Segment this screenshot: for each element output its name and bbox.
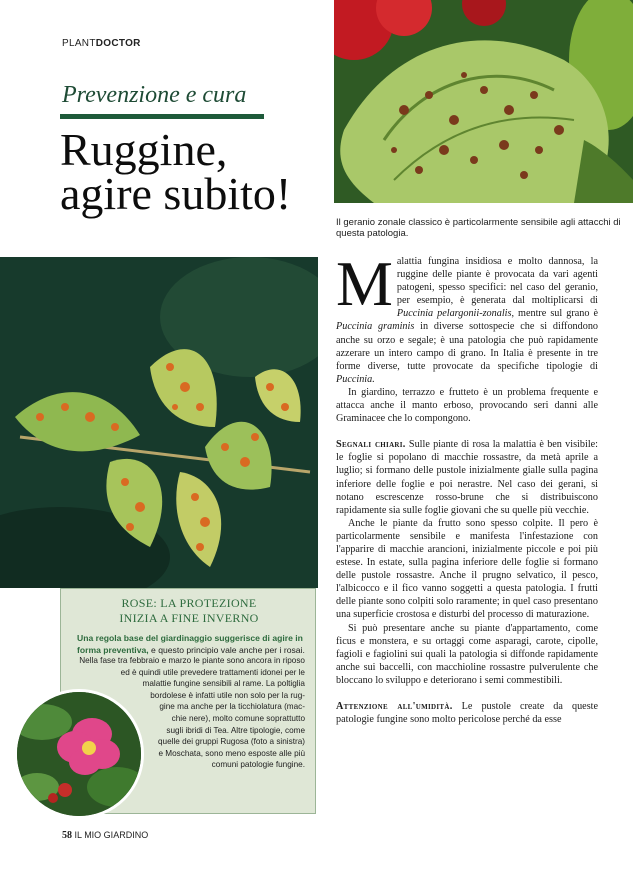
species-name: Puccinia.	[336, 373, 375, 385]
rose-illustration	[17, 692, 141, 816]
rubric-bold: DOCTOR	[95, 38, 141, 49]
article-paragraph	[336, 438, 598, 517]
kicker: Prevenzione e cura	[62, 82, 247, 108]
rubric-light: PLANT	[62, 38, 96, 49]
sidebar-lead	[77, 633, 309, 656]
sidebar-line: chie nere), molto comune soprattutto	[171, 713, 305, 723]
species-name: Puccinia pelargonii-zonalis	[396, 308, 512, 320]
kicker-rule	[60, 114, 264, 119]
rugosa-rose-photo	[14, 689, 144, 819]
article-paragraph: In giardino, terrazzo e frutteto è un problema frequente e attacca anche il manto erboso, provocando seri danni alle Graminacee che lo compongono.	[336, 386, 598, 425]
section-rubric	[62, 38, 141, 49]
rust-leaf-illustration	[0, 257, 318, 588]
article-text: Le pustole create da queste patologie fungine sono molto pericolose perché da esse	[336, 701, 599, 726]
article-text: , mentre sul grano è	[511, 308, 598, 320]
sidebar-line: malattie fungine sensibili al rame. La poltiglia	[142, 679, 305, 689]
dropcap: M	[336, 248, 393, 319]
geranium-photo	[334, 0, 633, 203]
sidebar-line: Nella fase tra febbraio e marzo le piante sono ancora in riposo	[79, 656, 305, 665]
page-number: 58	[62, 830, 72, 841]
headline-line-1: Ruggine,	[60, 124, 228, 175]
geranium-caption: Il geranio zonale classico è particolarmente sensibile agli attacchi di questa patologia.	[336, 217, 621, 239]
sidebar-line: ed è quindi utile prevedere trattamenti idonei per le	[120, 667, 305, 677]
headline	[60, 124, 292, 219]
page-folio	[62, 830, 148, 841]
geranium-illustration	[334, 0, 633, 203]
article-paragraph	[336, 248, 599, 386]
sidebar-line: bordolese è infatti utile non solo per la rug-	[150, 690, 305, 700]
sidebar-line: quelle dei gruppi Rugosa (foto a sinistra)	[157, 737, 305, 747]
article-paragraph: Anche le piante da frutto sono spesso colpite. Il pero è particolarmente sensibile e manifesta l'infestazione con l'apparire di macchie arancioni, inizialmente piccole e poi più estese. In estate, sulla pagina inferiore delle foglie si formano delle pustole rossastre. Anche il prugno selvatico, il pesco, l'albicocco e il fico vanno soggetti a questa patologia. I frutti delle piante sono colpiti solo raramente; in quel caso presentano una superficie crostosa e disturbi del processo di maturazione.	[336, 517, 598, 621]
sidebar-lead-bold: Una regola base del giardinaggio suggerisce di agire in forma preventiva,	[77, 633, 303, 655]
magazine-name: IL MIO GIARDINO	[74, 830, 149, 840]
sidebar-lead-rest: e questo principio vale anche per i rosai.	[148, 644, 305, 655]
sidebar-title-line-1: ROSE: LA PROTEZIONE	[121, 596, 257, 610]
section-head-humidity: Attenzione all'umidità.	[336, 701, 453, 712]
sidebar-line: gine ma anche per la ticchiolatura (mac-	[159, 702, 305, 712]
sidebar-line: comuni patologie fungine.	[211, 760, 305, 770]
article-text: alattia fungina insidiosa e molto dannosa, la ruggine delle piante è provocata da vari agenti patogeni, spesso specifici: nel caso del geranio, per esempio, è generata dal moltiplicarsi di	[396, 256, 598, 307]
sidebar-title-line-2: INIZIA A FINE INVERNO	[119, 611, 259, 625]
article-text: Sulle piante di rosa la malattia è ben visibile: le foglie si popolano di macchie rossastre, da metà aprile a luglio; si formano delle pustole inizialmente gialle sulla pagina inferiore delle foglie e poi nerastre. Nel caso dei gerani, si notano escrescenze rosso-brune che si distribuiscono rapidamente sia sulle foglie giovani che su quelle più vecchie.	[336, 439, 598, 516]
article-paragraph	[336, 700, 598, 726]
article-text: in diverse sottospecie che si diffondono anche su orzo e segale; è una patologia che può rapidamente azzerare un intero campo di grano. In Italia è presente in tre forme diverse, tutte provocate da specifiche tipologie di	[336, 321, 599, 372]
species-name: Puccinia graminis	[336, 321, 415, 333]
section-head-signals: Segnali chiari.	[336, 439, 406, 451]
headline-line-2: agire subito!	[60, 168, 292, 219]
sidebar-title	[61, 596, 317, 626]
rust-leaf-photo	[0, 257, 318, 588]
sidebar-line: e Moschata, sono meno esposte alle più	[158, 748, 305, 758]
sidebar-line: sugli ibridi di Tea. Altre tipologie, come	[166, 725, 305, 735]
article-body	[336, 248, 599, 726]
article-paragraph: Si può presentare anche su piante d'appartamento, come ficus e monstera, e su ortaggi come asparagi, carote, cipolle, fagioli e fagiolini sui quali la patologia si diffonde rapidamente anche sui baccelli, con macchioline rossastre pulverulente che bloccano lo sviluppo e deteriorano i semi commestibili.	[336, 622, 598, 686]
